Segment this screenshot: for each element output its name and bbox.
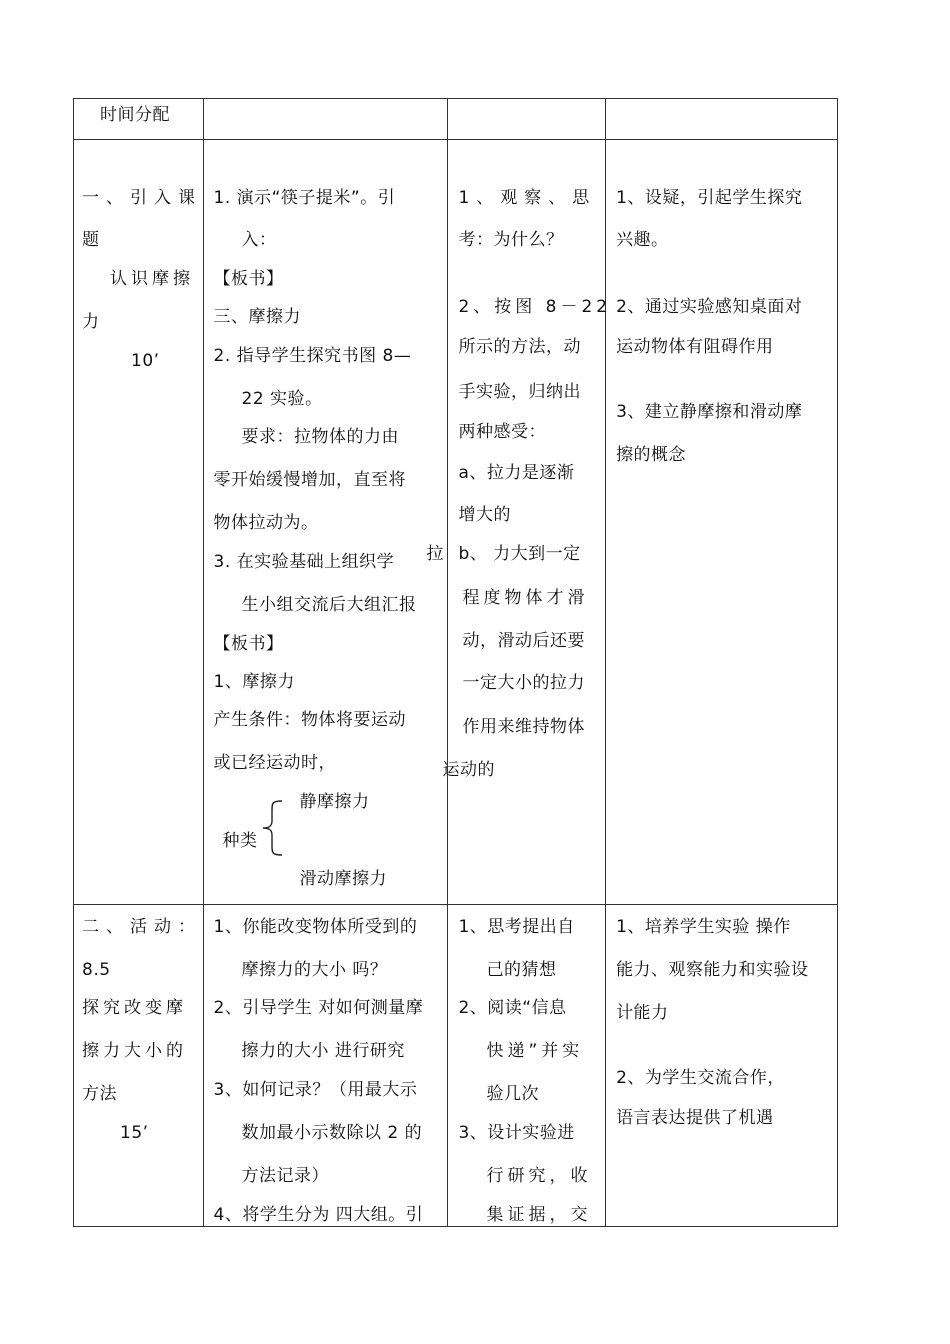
phase-subtitle: 方法	[82, 1084, 117, 1104]
teacher-activity-cell	[203, 905, 448, 1227]
student-text: 验几次	[486, 1084, 539, 1104]
student-text: b、 力大到一定	[458, 544, 581, 564]
student-text: 1、观察、思	[458, 188, 597, 208]
phase-title: 一、引入课	[82, 188, 202, 208]
teacher-text: 零开始缓慢增加，直至将	[213, 470, 406, 490]
intent-text: 计能力	[616, 1003, 669, 1023]
student-text: 运动的	[442, 760, 495, 780]
time-allocation-header	[74, 99, 204, 140]
teacher-text: 3、如何记录？（用最大示	[213, 1080, 418, 1100]
intent-text: 1、培养学生实验 操作	[616, 917, 791, 937]
student-text: 所示的方法，动	[458, 337, 581, 357]
teacher-text: 1、你能改变物体所受到的	[213, 917, 418, 937]
header-cell-empty	[448, 99, 606, 140]
phase-subtitle: 擦力大小的	[82, 1041, 187, 1061]
student-text: 作用来维持物体	[462, 717, 585, 737]
design-intent-cell	[606, 140, 838, 905]
lesson-plan-table	[73, 98, 838, 1227]
teacher-text: 摩擦力的大小 吗？	[241, 960, 388, 980]
teacher-text: 2. 指导学生探究书图 8—	[213, 346, 412, 366]
intro-phase-cell	[74, 140, 204, 905]
student-text: 拉	[426, 544, 444, 564]
student-text: 3、设计实验进	[458, 1123, 575, 1143]
teacher-text: 1. 演示“筷子提米”。引	[213, 188, 396, 208]
student-text: 1、思考提出自	[458, 917, 575, 937]
student-text: a、拉力是逐渐	[458, 463, 575, 483]
design-intent-cell	[606, 905, 838, 1227]
teacher-activity-cell	[203, 140, 448, 905]
time-allocation-label: 时间分配	[100, 105, 170, 125]
teacher-text: 22 实验。	[241, 389, 323, 409]
phase-title: 题	[82, 230, 100, 250]
teacher-text: 三、摩擦力	[213, 307, 301, 327]
intent-text: 能力、观察能力和实验设	[616, 960, 809, 980]
student-text: 手实验，归纳出	[458, 382, 581, 402]
teacher-text: 擦力的大小 进行研究	[241, 1041, 405, 1061]
intent-text: 2、为学生交流合作，	[616, 1068, 785, 1088]
teacher-text: 数加最小示数除以 2 的	[241, 1123, 423, 1143]
student-text: 集证据，交	[486, 1205, 592, 1225]
activity-phase-cell	[74, 905, 204, 1227]
student-text: 2、按图 8－22	[458, 297, 612, 317]
student-text: 快递”并实	[486, 1041, 584, 1061]
student-text: 两种感受：	[458, 422, 546, 442]
student-text: 动，滑动后还要	[462, 631, 585, 651]
intent-text: 语言表达提供了机遇	[616, 1108, 774, 1128]
intent-text: 运动物体有阻碍作用	[616, 337, 774, 357]
teacher-text: 要求：拉物体的力由	[241, 427, 399, 447]
friction-kind-label: 种类	[222, 831, 258, 851]
brace-icon	[260, 799, 284, 857]
teacher-text: 1、摩擦力	[213, 672, 295, 692]
teacher-text: 生小组交流后大组汇报	[241, 595, 417, 615]
board-note: 【板书】	[213, 269, 284, 289]
row-activity	[74, 905, 838, 1227]
student-activity-cell	[448, 905, 606, 1227]
student-text: 2、阅读“信息	[458, 998, 567, 1018]
student-activity-cell	[426, 140, 612, 905]
friction-kind-sliding: 滑动摩擦力	[299, 869, 387, 889]
intent-text: 兴趣。	[616, 230, 669, 250]
teacher-text: 2、引导学生 对如何测量摩	[213, 998, 424, 1018]
phase-title: 8.5	[82, 960, 111, 980]
teacher-text: 方法记录）	[241, 1166, 329, 1186]
header-cell-empty	[606, 99, 838, 140]
header-row	[74, 99, 838, 140]
student-text: 考：为什么？	[458, 230, 564, 250]
student-text: 己的猜想	[486, 960, 557, 980]
teacher-text: 4、将学生分为 四大组。引	[213, 1205, 424, 1225]
intent-text: 3、建立静摩擦和滑动摩	[616, 402, 803, 422]
intent-text: 2、通过实验感知桌面对	[616, 297, 803, 317]
student-text: 程度物体才滑	[462, 588, 589, 608]
board-note: 【板书】	[213, 634, 284, 654]
teacher-text: 3. 在实验基础上组织学	[213, 552, 395, 572]
student-text: 增大的	[458, 505, 511, 525]
phase-title: 二、活动：	[82, 917, 202, 937]
phase-subtitle: 力	[82, 312, 100, 332]
phase-subtitle: 认识摩擦	[110, 269, 194, 289]
teacher-text: 产生条件：物体将要运动	[213, 710, 406, 730]
teacher-text: 或已经运动时，	[213, 753, 336, 773]
intent-text: 擦的概念	[616, 445, 687, 465]
row-intro	[74, 140, 838, 905]
phase-subtitle: 探究改变摩	[82, 998, 187, 1018]
teacher-text: 物体拉动为。	[213, 513, 319, 533]
friction-kind-static: 静摩擦力	[299, 792, 370, 812]
student-text: 行研究，收	[486, 1166, 592, 1186]
phase-duration: 15’	[120, 1123, 149, 1143]
intent-text: 1、设疑，引起学生探究	[616, 188, 803, 208]
student-text: 一定大小的拉力	[462, 673, 585, 693]
header-cell-empty	[203, 99, 448, 140]
teacher-text: 入：	[241, 230, 277, 250]
phase-duration: 10’	[131, 351, 160, 371]
